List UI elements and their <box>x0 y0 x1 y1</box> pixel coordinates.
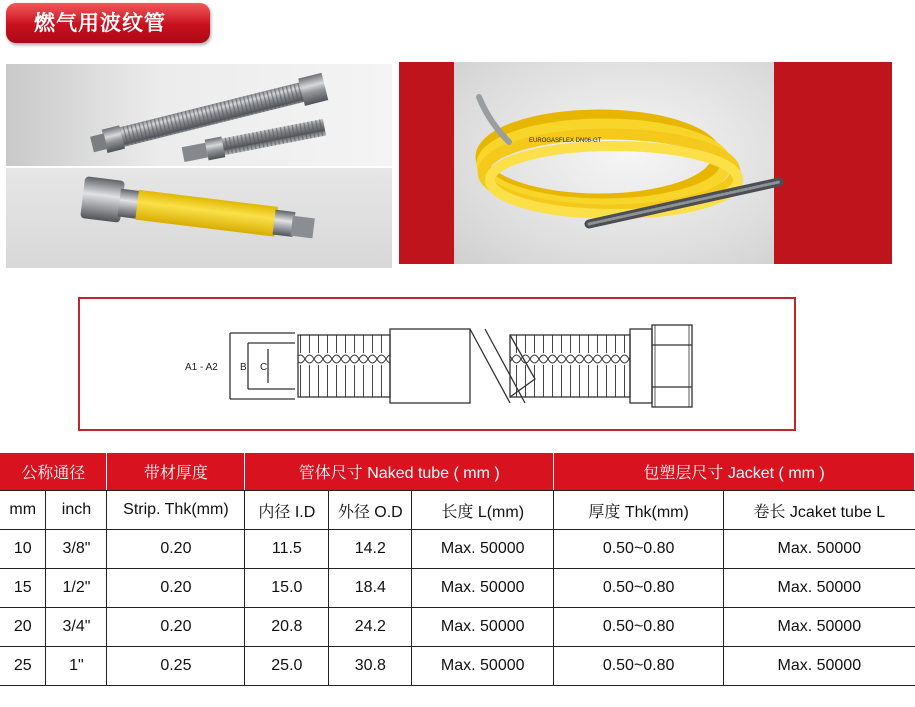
cell: 20.8 <box>245 608 329 647</box>
group-strip-thickness: 带材厚度 <box>107 453 245 491</box>
cell: Max. 50000 <box>724 530 915 569</box>
table-row <box>0 647 915 686</box>
technical-diagram <box>78 297 796 431</box>
dimension-b-label: B <box>240 362 247 373</box>
cell: Max. 50000 <box>412 530 554 569</box>
col-inch: inch <box>46 491 107 530</box>
cell: Max. 50000 <box>412 608 554 647</box>
cell: 0.20 <box>107 608 245 647</box>
cell: 3/4" <box>46 608 107 647</box>
col-jacket-length: 卷长 Jcaket tube L <box>724 491 915 530</box>
cell: 0.20 <box>107 569 245 608</box>
cell: 0.50~0.80 <box>554 647 724 686</box>
col-mm: mm <box>0 491 46 530</box>
table-column-header <box>0 491 915 530</box>
cell: 0.50~0.80 <box>554 608 724 647</box>
spec-table <box>0 453 915 686</box>
cell: 30.8 <box>329 647 412 686</box>
cell: 3/8" <box>46 530 107 569</box>
cell: 24.2 <box>329 608 412 647</box>
stainless-hose-photo <box>6 64 392 166</box>
page-title: 燃气用波纹管 <box>6 3 210 43</box>
cell: 11.5 <box>245 530 329 569</box>
cell: 18.4 <box>329 569 412 608</box>
cell: 25 <box>0 647 46 686</box>
group-jacket: 包塑层尺寸 Jacket ( mm ) <box>554 453 915 491</box>
cell: Max. 50000 <box>724 608 915 647</box>
cell: 1" <box>46 647 107 686</box>
cell: Max. 50000 <box>724 647 915 686</box>
cell: Max. 50000 <box>412 647 554 686</box>
table-row <box>0 608 915 647</box>
cell: 15 <box>0 569 46 608</box>
group-nominal-diameter: 公称通径 <box>0 453 107 491</box>
cell: 10 <box>0 530 46 569</box>
hose-print-text: EUROGASFLEX DN06-GT <box>529 138 602 144</box>
cell: 0.50~0.80 <box>554 530 724 569</box>
col-jacket-thk: 厚度 Thk(mm) <box>554 491 724 530</box>
yellow-jacket-hose-photo <box>6 168 392 268</box>
cell: 1/2" <box>46 569 107 608</box>
dimension-a-label: A1 - A2 <box>185 362 218 373</box>
cell: 20 <box>0 608 46 647</box>
table-row <box>0 530 915 569</box>
cell: 0.20 <box>107 530 245 569</box>
col-strip-thk: Strip. Thk(mm) <box>107 491 245 530</box>
cell: 15.0 <box>245 569 329 608</box>
hose-coil-photo <box>399 62 892 264</box>
cell: 0.50~0.80 <box>554 569 724 608</box>
group-naked-tube: 管体尺寸 Naked tube ( mm ) <box>245 453 554 491</box>
table-row <box>0 569 915 608</box>
cell: 14.2 <box>329 530 412 569</box>
dimension-c-label: C <box>260 362 268 373</box>
cell: Max. 50000 <box>724 569 915 608</box>
col-od: 外径 O.D <box>329 491 412 530</box>
cell: Max. 50000 <box>412 569 554 608</box>
col-id: 内径 I.D <box>245 491 329 530</box>
cell: 0.25 <box>107 647 245 686</box>
col-length: 长度 L(mm) <box>412 491 554 530</box>
cell: 25.0 <box>245 647 329 686</box>
table-group-header <box>0 453 915 491</box>
